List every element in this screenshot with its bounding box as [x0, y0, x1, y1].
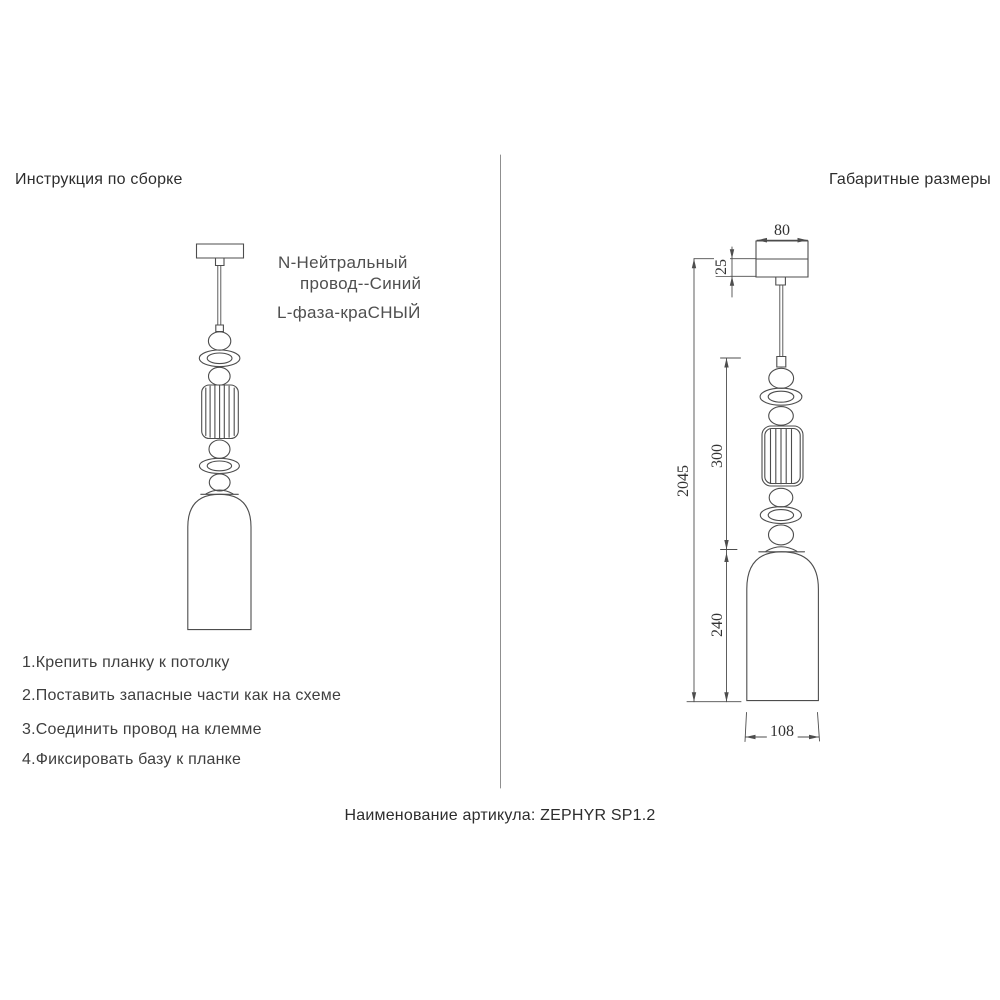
dim-overall-height: 2045 — [675, 465, 692, 497]
wiring-label-neutral-line1: N-Нейтральный — [278, 253, 408, 272]
arrowhead-left — [757, 238, 767, 243]
arrowhead-down — [724, 692, 728, 702]
arrowhead-down — [724, 540, 728, 550]
decor-ball — [769, 488, 793, 507]
arrowhead-down — [730, 249, 734, 259]
dimension-lines — [687, 238, 820, 742]
wiring-label-neutral-line2: провод--Синий — [300, 274, 422, 293]
arrowhead-up — [692, 259, 696, 269]
dim-canopy-height: 25 — [713, 258, 730, 275]
dim-canopy-width: 80 — [774, 222, 790, 239]
arrowhead-up — [724, 358, 728, 368]
dim-shade-height: 240 — [709, 613, 726, 637]
decor-ball — [769, 525, 794, 545]
arrowhead-up — [730, 276, 734, 286]
step-item-2: 2.Поставить запасные части как на схеме — [22, 687, 342, 704]
dim-decor-height: 300 — [709, 444, 726, 468]
decor-stack — [760, 357, 803, 545]
arrowhead-right — [798, 238, 808, 243]
decor-ball — [769, 407, 794, 426]
decor-ball — [769, 368, 794, 388]
arrowhead-left — [746, 735, 756, 740]
ribbed-cylinder — [762, 426, 803, 486]
decor-disc — [760, 388, 802, 405]
decor-disc — [760, 507, 801, 524]
decor-stack — [199, 325, 240, 491]
decor-ball — [209, 474, 230, 491]
decor-ball — [209, 440, 230, 458]
canopy-stem — [216, 258, 225, 266]
assembly-drawing — [188, 244, 251, 630]
suspension-wire — [780, 285, 783, 357]
ceiling-canopy — [756, 241, 808, 285]
decor-disc — [199, 458, 239, 473]
arrowhead-right — [809, 735, 819, 740]
arrowhead-down — [692, 692, 696, 702]
step-item-4: 4.Фиксировать базу к планке — [22, 751, 242, 768]
ribbed-cylinder — [202, 385, 239, 439]
wire-coupler — [216, 325, 224, 332]
arrowhead-up — [724, 553, 728, 563]
decor-disc — [199, 350, 240, 367]
dim-shade-width: 108 — [770, 723, 794, 740]
decor-ball — [209, 367, 231, 385]
article-name: Наименование артикула: ZEPHYR SP1.2 — [344, 807, 656, 824]
wiring-label-phase: L-фаза-краСНЫЙ — [277, 303, 421, 322]
step-item-1: 1.Крепить планку к потолку — [22, 654, 230, 671]
suspension-wire — [218, 266, 221, 326]
glass-shade — [188, 490, 251, 630]
left-section-title: Инструкция по сборке — [15, 171, 183, 188]
step-item-3: 3.Соединить провод на клемме — [22, 721, 262, 738]
wire-coupler — [777, 357, 786, 368]
dimension-drawing — [687, 238, 820, 742]
ceiling-plate — [197, 244, 244, 258]
right-section-title: Габаритные размеры — [828, 171, 991, 188]
decor-ball — [208, 332, 230, 350]
glass-shade — [747, 547, 819, 701]
